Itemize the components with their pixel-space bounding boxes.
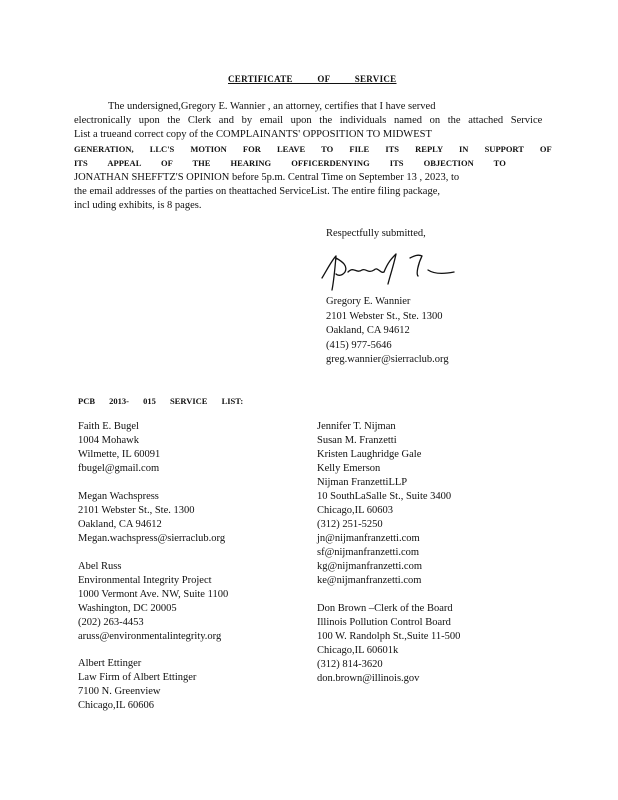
signer-email: greg.wannier@sierraclub.org <box>326 354 449 365</box>
signature-image <box>318 248 458 298</box>
certificate-title: CERTIFICATE OF SERVICE <box>228 74 397 84</box>
service-entry-left-1 <box>78 420 160 476</box>
body-line-4: GENERATION, LLC'S MOTION FOR LEAVE TO FILE ITS REPLY IN SUPPORT OF <box>74 144 552 154</box>
entry-line: 2101 Webster St., Ste. 1300 <box>78 505 195 516</box>
entry-line: Faith E. Bugel <box>78 421 139 432</box>
entry-line: sf@nijmanfranzetti.com <box>317 547 420 558</box>
entry-line: Albert Ettinger <box>78 658 142 669</box>
entry-line: 100 W. Randolph St.,Suite 11-500 <box>317 631 461 642</box>
entry-line: Chicago,IL 60603 <box>317 505 394 516</box>
body-line-1: The undersigned,Gregory E. Wannier , an attorney, certifies that I have served <box>108 101 436 112</box>
entry-line: Illinois Pollution Control Board <box>317 617 451 628</box>
body-line-8: incl uding exhibits, is 8 pages. <box>74 200 202 211</box>
closing: Respectfully submitted, <box>326 228 426 239</box>
entry-line: ke@nijmanfranzetti.com <box>317 575 422 586</box>
entry-line: (202) 263-4453 <box>78 617 144 628</box>
entry-line: Don Brown –Clerk of the Board <box>317 603 453 614</box>
entry-line: kg@nijmanfranzetti.com <box>317 561 423 572</box>
entry-line: Chicago,IL 60601k <box>317 645 399 656</box>
entry-line: Abel Russ <box>78 561 122 572</box>
signer-street: 2101 Webster St., Ste. 1300 <box>326 310 443 322</box>
entry-line: Jennifer T. Nijman <box>317 421 396 432</box>
entry-line: 7100 N. Greenview <box>78 686 161 697</box>
entry-line: 1004 Mohawk <box>78 435 139 446</box>
body-line-3: List a trueand correct copy of the COMPLAINANTS' OPPOSITION TO MIDWEST <box>74 129 432 140</box>
service-entry-right-2 <box>317 602 460 686</box>
entry-line: Washington, DC 20005 <box>78 603 177 614</box>
entry-line: aruss@environmentalintegrity.org <box>78 631 222 642</box>
body-line-2: electronically upon the Clerk and by email upon the individuals named on the attached Service <box>74 115 543 126</box>
entry-line: jn@nijmanfranzetti.com <box>317 533 420 544</box>
entry-line: (312) 251-5250 <box>317 519 383 530</box>
entry-line: don.brown@illinois.gov <box>317 673 420 684</box>
entry-line: Megan.wachspress@sierraclub.org <box>78 533 226 544</box>
service-entry-left-4 <box>78 657 196 713</box>
entry-line: Chicago,IL 60606 <box>78 700 155 711</box>
service-entry-right-1 <box>317 420 451 588</box>
service-entry-left-2 <box>78 490 225 546</box>
body-line-6: JONATHAN SHEFFTZ'S OPINION before 5p.m. Central Time on September 13 , 2023, to <box>74 172 460 183</box>
entry-line: 1000 Vermont Ave. NW, Suite 1100 <box>78 589 229 600</box>
entry-line: Wilmette, IL 60091 <box>78 449 161 460</box>
body-line-7: the email addresses of the parties on theattached ServiceList. The entire filing package, <box>74 186 440 197</box>
signer-block <box>326 295 449 368</box>
entry-line: fbugel@gmail.com <box>78 463 160 474</box>
entry-line: (312) 814-3620 <box>317 659 383 670</box>
entry-line: Environmental Integrity Project <box>78 575 212 586</box>
signer-city: Oakland, CA 94612 <box>326 325 410 336</box>
entry-line: Law Firm of Albert Ettinger <box>78 672 197 683</box>
entry-line: Kelly Emerson <box>317 463 381 474</box>
body-line-5: ITS APPEAL OF THE HEARING OFFICERDENYING ITS OBJECTION TO <box>74 158 506 168</box>
entry-line: Kristen Laughridge Gale <box>317 449 422 460</box>
entry-line: Susan M. Franzetti <box>317 435 397 446</box>
entry-line: Nijman FranzettiLLP <box>317 477 408 488</box>
entry-line: Oakland, CA 94612 <box>78 519 162 530</box>
service-list-title: PCB 2013- 015 SERVICE LIST: <box>78 396 244 406</box>
entry-line: Megan Wachspress <box>78 491 159 502</box>
signer-phone: (415) 977-5646 <box>326 339 392 351</box>
entry-line: 10 SouthLaSalle St., Suite 3400 <box>317 491 452 502</box>
signer-name: Gregory E. Wannier <box>326 296 411 307</box>
service-entry-left-3 <box>78 560 228 644</box>
